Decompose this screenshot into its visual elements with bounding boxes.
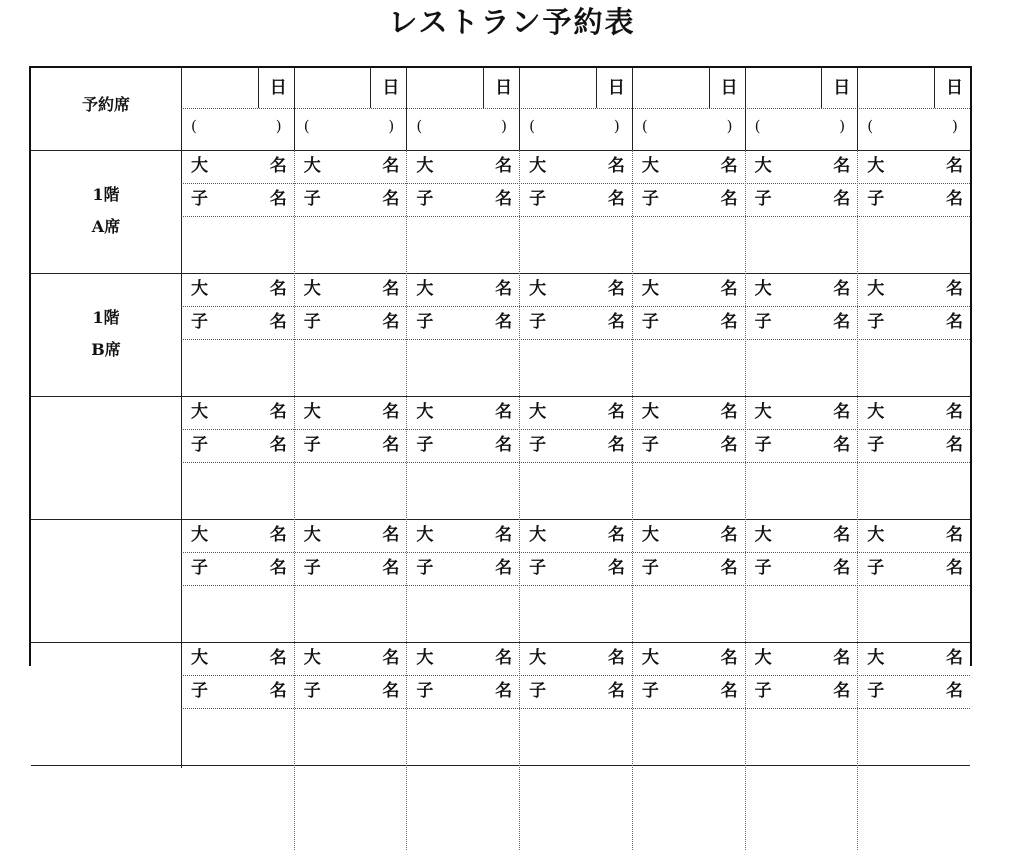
child-count-prefix: 子 xyxy=(416,681,434,701)
child-count-suffix: 名 xyxy=(382,189,400,209)
paren-open: ( xyxy=(191,117,197,135)
child-count-prefix: 子 xyxy=(529,189,547,209)
section-subrow-line xyxy=(181,183,970,184)
section-seat-label: A席 xyxy=(91,217,121,236)
section-bottom-line xyxy=(31,519,970,520)
adult-count-prefix: 大 xyxy=(867,648,885,668)
child-count-prefix: 子 xyxy=(754,558,772,578)
adult-count-suffix: 名 xyxy=(607,648,625,668)
child-count-suffix: 名 xyxy=(382,312,400,332)
paren-close: ) xyxy=(613,117,620,135)
adult-count-prefix: 大 xyxy=(416,279,434,299)
column-line-header xyxy=(406,68,407,150)
adult-count-suffix: 名 xyxy=(833,648,851,668)
day-label: 日 xyxy=(382,78,400,98)
child-count-suffix: 名 xyxy=(720,681,738,701)
child-count-suffix: 名 xyxy=(495,435,513,455)
child-count-prefix: 子 xyxy=(416,435,434,455)
day-separator xyxy=(596,68,597,108)
child-count-suffix: 名 xyxy=(269,681,287,701)
adult-count-prefix: 大 xyxy=(303,648,321,668)
adult-count-prefix: 大 xyxy=(867,279,885,299)
section-seat-label xyxy=(31,581,181,611)
adult-count-prefix: 大 xyxy=(641,156,659,176)
adult-count-suffix: 名 xyxy=(269,279,287,299)
child-count-prefix: 子 xyxy=(191,681,208,701)
day-separator xyxy=(258,68,259,108)
child-count-prefix: 子 xyxy=(416,558,434,578)
adult-count-prefix: 大 xyxy=(641,525,659,545)
child-count-suffix: 名 xyxy=(607,681,625,701)
child-count-prefix: 子 xyxy=(641,681,659,701)
adult-count-prefix: 大 xyxy=(191,156,208,176)
adult-count-prefix: 大 xyxy=(529,279,547,299)
adult-count-suffix: 名 xyxy=(269,525,287,545)
day-label: 日 xyxy=(720,78,738,98)
child-count-suffix: 名 xyxy=(382,435,400,455)
adult-count-prefix: 大 xyxy=(641,648,659,668)
child-count-suffix: 名 xyxy=(382,681,400,701)
adult-count-suffix: 名 xyxy=(720,525,738,545)
adult-count-suffix: 名 xyxy=(495,156,513,176)
child-count-suffix: 名 xyxy=(607,558,625,578)
adult-count-prefix: 大 xyxy=(867,402,885,422)
adult-count-prefix: 大 xyxy=(754,279,772,299)
adult-count-suffix: 名 xyxy=(269,648,287,668)
child-count-prefix: 子 xyxy=(529,312,547,332)
child-count-suffix: 名 xyxy=(946,681,963,701)
adult-count-suffix: 名 xyxy=(382,648,400,668)
child-count-prefix: 子 xyxy=(641,435,659,455)
child-count-prefix: 子 xyxy=(754,435,772,455)
adult-count-suffix: 名 xyxy=(495,525,513,545)
adult-count-suffix: 名 xyxy=(720,156,738,176)
adult-count-prefix: 大 xyxy=(754,402,772,422)
adult-count-suffix: 名 xyxy=(946,525,963,545)
adult-count-suffix: 名 xyxy=(495,402,513,422)
paren-close: ) xyxy=(275,117,282,135)
adult-count-suffix: 名 xyxy=(495,279,513,299)
child-count-prefix: 子 xyxy=(641,189,659,209)
paren-close: ) xyxy=(388,117,395,135)
adult-count-suffix: 名 xyxy=(607,525,625,545)
paren-close: ) xyxy=(501,117,507,135)
section-floor-label: 1階 xyxy=(92,308,120,327)
child-count-suffix: 名 xyxy=(720,189,738,209)
child-count-suffix: 名 xyxy=(946,435,963,455)
child-count-suffix: 名 xyxy=(607,435,625,455)
day-separator xyxy=(483,68,484,108)
day-label: 日 xyxy=(607,78,625,98)
section-subrow-line xyxy=(181,462,970,463)
child-count-suffix: 名 xyxy=(833,558,851,578)
paren-open: ( xyxy=(303,117,310,135)
adult-count-prefix: 大 xyxy=(303,525,321,545)
section-subrow-line xyxy=(181,429,970,430)
child-count-prefix: 子 xyxy=(754,312,772,332)
adult-count-suffix: 名 xyxy=(382,525,400,545)
child-count-prefix: 子 xyxy=(529,435,547,455)
child-count-prefix: 子 xyxy=(867,435,885,455)
column-line-body xyxy=(632,150,633,850)
day-separator xyxy=(370,68,371,108)
child-count-suffix: 名 xyxy=(833,312,851,332)
paren-open: ( xyxy=(529,117,535,135)
child-count-prefix: 子 xyxy=(529,558,547,578)
child-count-prefix: 子 xyxy=(867,558,885,578)
day-label: 日 xyxy=(495,78,513,98)
adult-count-suffix: 名 xyxy=(269,402,287,422)
adult-count-prefix: 大 xyxy=(867,525,885,545)
child-count-suffix: 名 xyxy=(946,312,963,332)
child-count-suffix: 名 xyxy=(720,435,738,455)
child-count-prefix: 子 xyxy=(191,435,208,455)
child-count-suffix: 名 xyxy=(269,312,287,332)
adult-count-prefix: 大 xyxy=(416,156,434,176)
adult-count-prefix: 大 xyxy=(529,156,547,176)
adult-count-suffix: 名 xyxy=(946,156,963,176)
label-column-line xyxy=(181,68,182,768)
section-subrow-line xyxy=(181,306,970,307)
section-subrow-line xyxy=(181,216,970,217)
adult-count-prefix: 大 xyxy=(416,525,434,545)
section-bottom-line xyxy=(31,765,970,766)
adult-count-prefix: 大 xyxy=(191,525,208,545)
column-line-header xyxy=(632,68,633,150)
child-count-suffix: 名 xyxy=(946,558,963,578)
child-count-suffix: 名 xyxy=(946,189,963,209)
child-count-suffix: 名 xyxy=(833,681,851,701)
child-count-prefix: 子 xyxy=(867,312,885,332)
column-line-body xyxy=(294,150,295,850)
day-label: 日 xyxy=(946,78,963,98)
section-subrow-line xyxy=(181,339,970,340)
section-floor-label: 1階 xyxy=(92,185,120,204)
child-count-suffix: 名 xyxy=(833,189,851,209)
child-count-prefix: 子 xyxy=(191,558,208,578)
adult-count-suffix: 名 xyxy=(720,402,738,422)
section-subrow-line xyxy=(181,552,970,553)
adult-count-prefix: 大 xyxy=(303,156,321,176)
column-line-body xyxy=(745,150,746,850)
column-line-body xyxy=(519,150,520,850)
child-count-prefix: 子 xyxy=(191,312,208,332)
child-count-suffix: 名 xyxy=(833,435,851,455)
adult-count-suffix: 名 xyxy=(946,402,963,422)
day-separator xyxy=(709,68,710,108)
page-title: レストラン予約表 xyxy=(388,5,636,39)
paren-open: ( xyxy=(867,117,874,135)
paren-close: ) xyxy=(726,117,733,135)
header-divider xyxy=(181,108,970,109)
child-count-suffix: 名 xyxy=(607,189,625,209)
header-bottom-line xyxy=(31,150,970,151)
section-bottom-line xyxy=(31,396,970,397)
adult-count-suffix: 名 xyxy=(495,648,513,668)
paren-close: ) xyxy=(839,117,846,135)
paren-open: ( xyxy=(416,117,423,135)
child-count-suffix: 名 xyxy=(269,435,287,455)
paren-open: ( xyxy=(754,117,761,135)
section-floor-label xyxy=(31,549,181,579)
child-count-suffix: 名 xyxy=(607,312,625,332)
section-floor-label xyxy=(31,672,181,702)
child-count-prefix: 子 xyxy=(754,681,772,701)
paren-close: ) xyxy=(952,117,958,135)
child-count-prefix: 子 xyxy=(416,189,434,209)
section-floor-label xyxy=(31,426,181,456)
child-count-prefix: 子 xyxy=(641,558,659,578)
column-line-header xyxy=(519,68,520,150)
adult-count-prefix: 大 xyxy=(529,402,547,422)
child-count-prefix: 子 xyxy=(303,558,321,578)
adult-count-suffix: 名 xyxy=(720,279,738,299)
adult-count-suffix: 名 xyxy=(720,648,738,668)
adult-count-prefix: 大 xyxy=(641,279,659,299)
adult-count-suffix: 名 xyxy=(946,648,963,668)
reservation-table xyxy=(29,66,972,701)
child-count-prefix: 子 xyxy=(303,435,321,455)
child-count-prefix: 子 xyxy=(867,681,885,701)
adult-count-prefix: 大 xyxy=(754,648,772,668)
child-count-prefix: 子 xyxy=(529,681,547,701)
adult-count-prefix: 大 xyxy=(867,156,885,176)
day-separator xyxy=(934,68,935,108)
adult-count-suffix: 名 xyxy=(382,279,400,299)
child-count-prefix: 子 xyxy=(303,681,321,701)
child-count-prefix: 子 xyxy=(867,189,885,209)
child-count-suffix: 名 xyxy=(269,189,287,209)
adult-count-suffix: 名 xyxy=(607,402,625,422)
child-count-prefix: 子 xyxy=(416,312,434,332)
child-count-suffix: 名 xyxy=(382,558,400,578)
child-count-suffix: 名 xyxy=(269,558,287,578)
adult-count-prefix: 大 xyxy=(641,402,659,422)
child-count-suffix: 名 xyxy=(720,312,738,332)
child-count-suffix: 名 xyxy=(495,681,513,701)
adult-count-prefix: 大 xyxy=(754,525,772,545)
day-label: 日 xyxy=(833,78,851,98)
adult-count-prefix: 大 xyxy=(191,648,208,668)
adult-count-suffix: 名 xyxy=(833,402,851,422)
section-seat-label: B席 xyxy=(91,340,121,359)
adult-count-suffix: 名 xyxy=(833,525,851,545)
column-line-body xyxy=(406,150,407,850)
adult-count-prefix: 大 xyxy=(529,525,547,545)
adult-count-prefix: 大 xyxy=(416,402,434,422)
child-count-prefix: 子 xyxy=(303,312,321,332)
adult-count-suffix: 名 xyxy=(269,156,287,176)
paren-open: ( xyxy=(641,117,648,135)
column-line-body xyxy=(857,150,858,850)
section-subrow-line xyxy=(181,585,970,586)
child-count-suffix: 名 xyxy=(720,558,738,578)
adult-count-prefix: 大 xyxy=(303,402,321,422)
child-count-prefix: 子 xyxy=(191,189,208,209)
column-line-header xyxy=(294,68,295,150)
section-seat-label xyxy=(31,458,181,488)
child-count-prefix: 子 xyxy=(754,189,772,209)
adult-count-suffix: 名 xyxy=(833,279,851,299)
adult-count-suffix: 名 xyxy=(833,156,851,176)
adult-count-prefix: 大 xyxy=(529,648,547,668)
adult-count-suffix: 名 xyxy=(607,279,625,299)
adult-count-prefix: 大 xyxy=(191,402,208,422)
adult-count-suffix: 名 xyxy=(607,156,625,176)
adult-count-prefix: 大 xyxy=(754,156,772,176)
section-subrow-line xyxy=(181,675,970,676)
child-count-suffix: 名 xyxy=(495,558,513,578)
column-line-header xyxy=(857,68,858,150)
section-bottom-line xyxy=(31,642,970,643)
section-subrow-line xyxy=(181,708,970,709)
adult-count-prefix: 大 xyxy=(416,648,434,668)
section-seat-label xyxy=(31,704,181,734)
adult-count-suffix: 名 xyxy=(382,402,400,422)
adult-count-suffix: 名 xyxy=(946,279,963,299)
day-separator xyxy=(821,68,822,108)
child-count-suffix: 名 xyxy=(495,189,513,209)
section-bottom-line xyxy=(31,273,970,274)
adult-count-suffix: 名 xyxy=(382,156,400,176)
child-count-prefix: 子 xyxy=(303,189,321,209)
adult-count-prefix: 大 xyxy=(303,279,321,299)
adult-count-prefix: 大 xyxy=(191,279,208,299)
child-count-suffix: 名 xyxy=(495,312,513,332)
column-line-header xyxy=(745,68,746,150)
seat-header-label: 予約席 xyxy=(81,95,130,114)
day-label: 日 xyxy=(269,78,287,98)
child-count-prefix: 子 xyxy=(641,312,659,332)
